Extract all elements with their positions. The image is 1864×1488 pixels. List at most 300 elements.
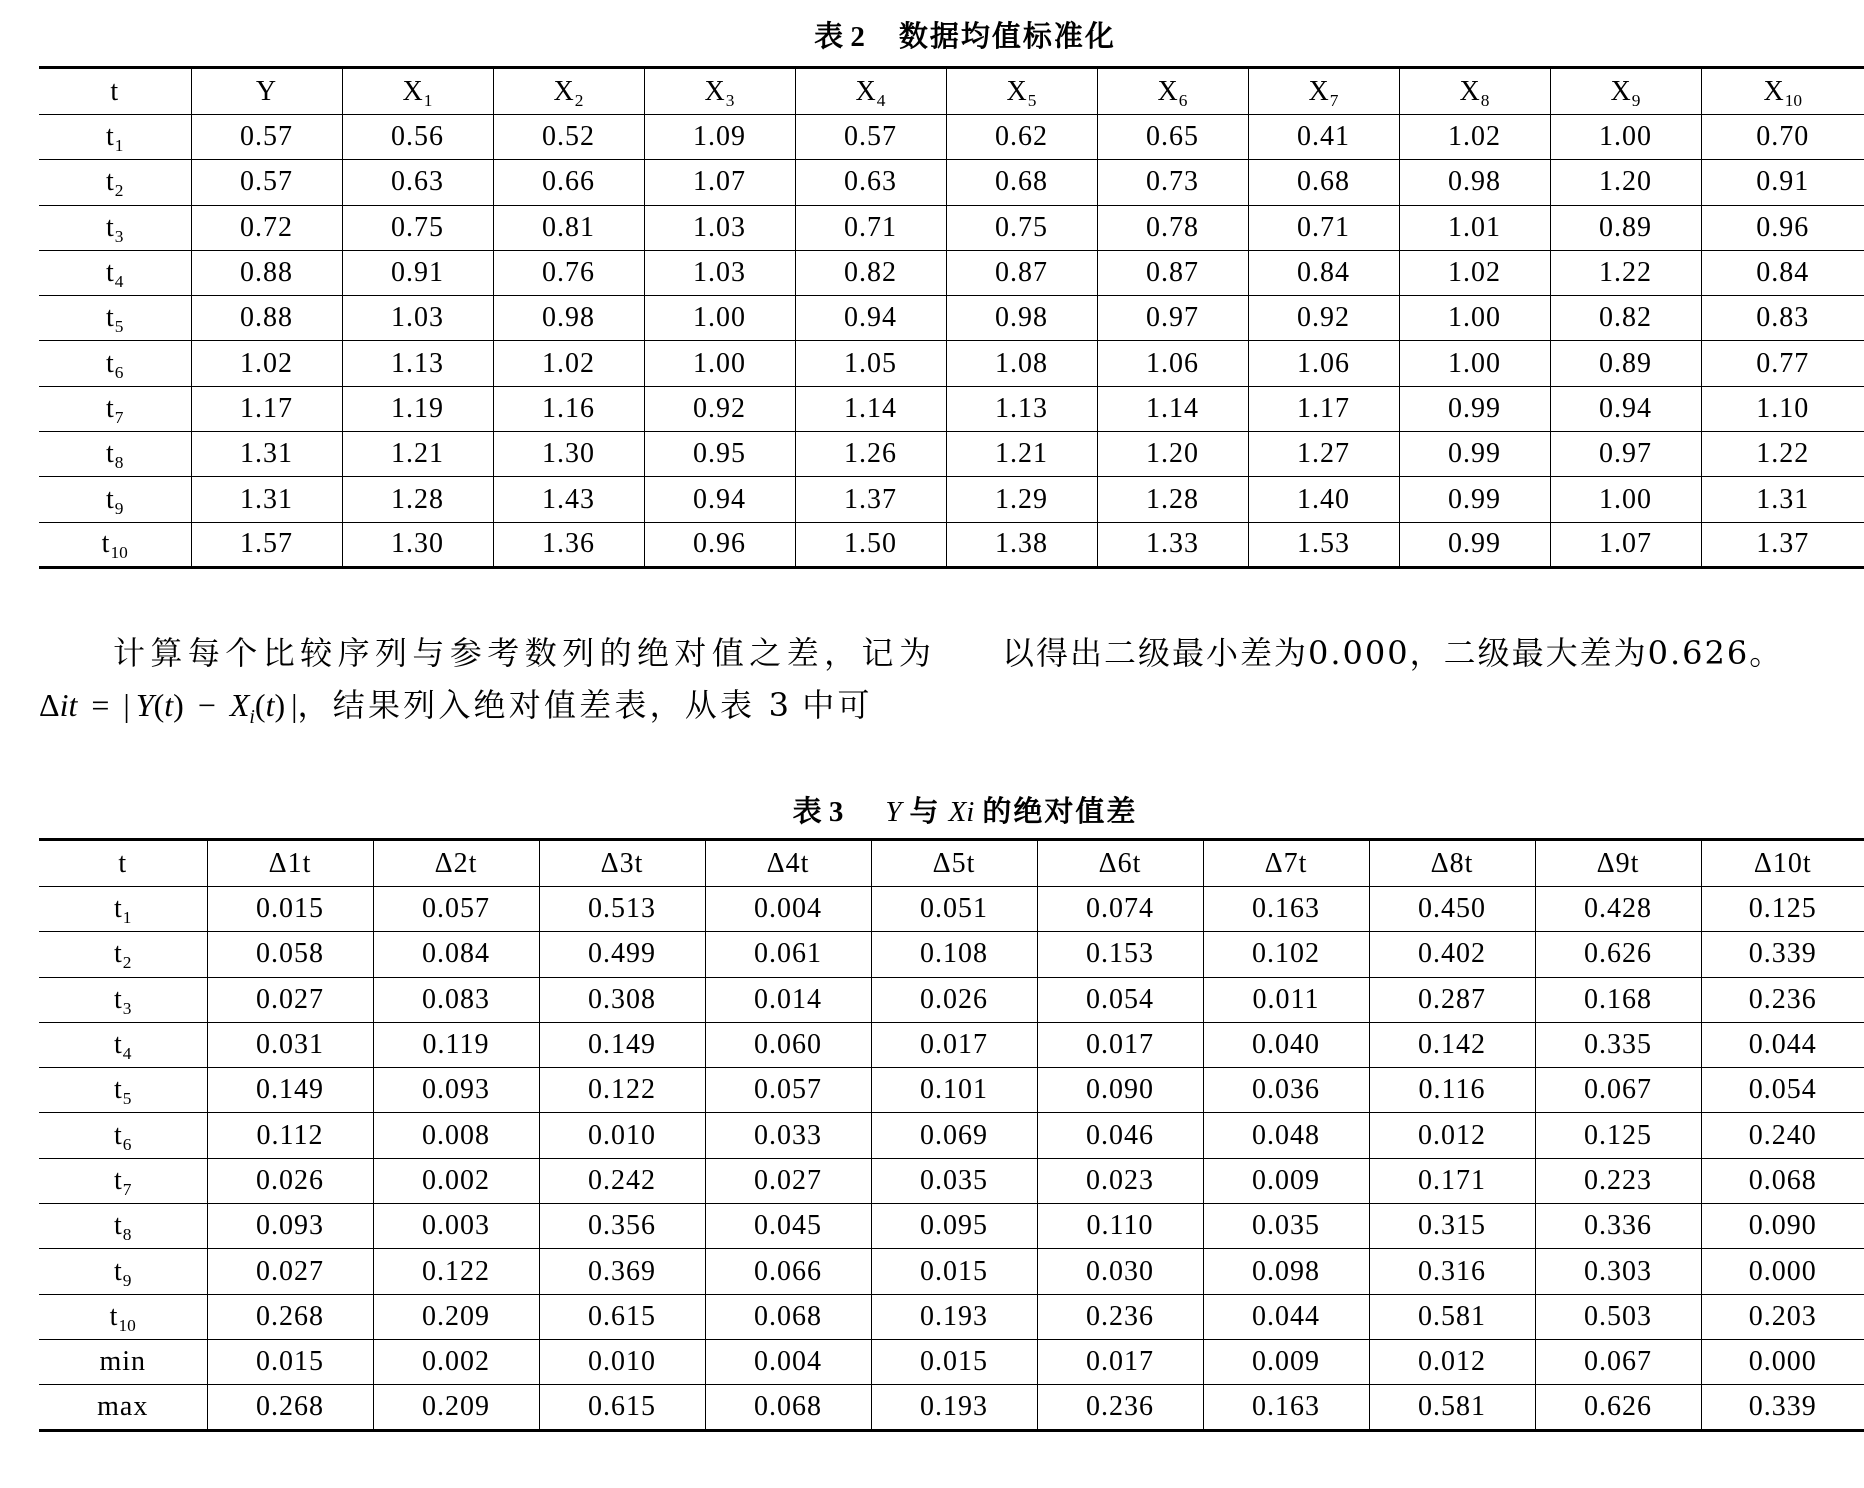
table-cell: 0.068: [705, 1385, 871, 1430]
table-cell: 0.91: [342, 250, 493, 295]
table-cell: 1.00: [1550, 115, 1701, 160]
table-cell: 0.87: [946, 250, 1097, 295]
table-cell: 0.96: [1701, 205, 1864, 250]
table-cell: 0.77: [1701, 341, 1864, 386]
row-label-subscript: 3: [122, 998, 132, 1018]
row-label: [39, 386, 191, 431]
table-cell: 0.66: [493, 160, 644, 205]
table-cell: 0.142: [1369, 1022, 1535, 1067]
row-label-text: t: [106, 392, 115, 424]
table-cell: 1.07: [644, 160, 795, 205]
table-row: [39, 1158, 1864, 1203]
column-header-label: Δ10t: [1753, 847, 1812, 879]
table-cell: 0.122: [539, 1068, 705, 1113]
row-label: [39, 250, 191, 295]
table-cell: 0.87: [1097, 250, 1248, 295]
table-cell: 1.30: [342, 522, 493, 567]
table-3: [39, 838, 1864, 1432]
row-label-subscript: 6: [122, 1134, 132, 1154]
formula-x: X: [229, 687, 250, 723]
table-2-caption-label: 表 2: [814, 21, 865, 53]
table-cell: 0.303: [1535, 1249, 1701, 1294]
table-row: [39, 1294, 1864, 1339]
table-cell: 0.92: [644, 386, 795, 431]
column-header-label: X: [1459, 75, 1481, 107]
table-cell: 0.012: [1369, 1113, 1535, 1158]
column-header-subscript: 9: [1631, 90, 1641, 110]
column-header: [1203, 840, 1369, 887]
table-cell: 1.06: [1097, 341, 1248, 386]
table-cell: 1.50: [795, 522, 946, 567]
table-cell: 0.068: [705, 1294, 871, 1339]
column-header: [1369, 840, 1535, 887]
column-header: [1248, 68, 1399, 115]
paragraph-line-2-text: ，结果列入绝对值差表，从表 3 中可: [297, 686, 870, 724]
table-cell: 0.339: [1701, 932, 1864, 977]
row-label-subscript: 7: [114, 407, 124, 427]
formula-delta: Δ: [39, 687, 60, 723]
table-cell: 0.057: [373, 887, 539, 932]
table-cell: 1.07: [1550, 522, 1701, 567]
table-cell: 1.30: [493, 432, 644, 477]
table-cell: 1.02: [1399, 115, 1550, 160]
table-cell: 0.046: [1037, 1113, 1203, 1158]
row-label-subscript: 5: [122, 1089, 132, 1109]
table-cell: 1.37: [795, 477, 946, 522]
table-2-caption-title: 数据均值标准化: [898, 19, 1116, 53]
table-cell: 1.31: [191, 432, 342, 477]
table-cell: 0.335: [1535, 1022, 1701, 1067]
table-cell: 0.75: [946, 205, 1097, 250]
table-cell: 1.31: [191, 477, 342, 522]
table-cell: 0.036: [1203, 1068, 1369, 1113]
table-cell: 1.03: [342, 296, 493, 341]
table-cell: 1.57: [191, 522, 342, 567]
table-cell: 0.96: [644, 522, 795, 567]
table-cell: 1.00: [644, 341, 795, 386]
column-header-label: X: [1610, 75, 1632, 107]
column-header-label: Δ3t: [600, 847, 644, 879]
column-header: [705, 840, 871, 887]
table-cell: 0.035: [1203, 1204, 1369, 1249]
table-cell: 0.315: [1369, 1204, 1535, 1249]
table-cell: 1.22: [1550, 250, 1701, 295]
table-cell: 0.626: [1535, 1385, 1701, 1430]
table-cell: 0.008: [373, 1113, 539, 1158]
table-row: [39, 1249, 1864, 1294]
table-cell: 1.37: [1701, 522, 1864, 567]
row-label-subscript: 3: [114, 226, 124, 246]
table-cell: 0.223: [1535, 1158, 1701, 1203]
table-cell: 0.71: [1248, 205, 1399, 250]
column-header: [39, 840, 207, 887]
table-cell: 0.268: [207, 1294, 373, 1339]
table-3-caption-xi: Xi: [948, 796, 975, 828]
row-label-text: t: [101, 528, 111, 560]
table-cell: 0.017: [871, 1022, 1037, 1067]
table-cell: 0.626: [1535, 932, 1701, 977]
table-cell: 0.003: [373, 1204, 539, 1249]
table-cell: 1.13: [342, 341, 493, 386]
table-cell: 0.94: [644, 477, 795, 522]
table-3-caption-label: 表 3: [792, 796, 844, 828]
table-cell: 1.36: [493, 522, 644, 567]
table-row: [39, 296, 1864, 341]
column-header: [539, 840, 705, 887]
column-header-subscript: 5: [1027, 90, 1037, 110]
table-cell: 0.068: [1701, 1158, 1864, 1203]
table-cell: 0.428: [1535, 887, 1701, 932]
table-cell: 0.048: [1203, 1113, 1369, 1158]
table-row: [39, 1385, 1864, 1430]
row-label-text: t: [114, 893, 123, 925]
table-cell: 1.10: [1701, 386, 1864, 431]
table-cell: 0.193: [871, 1385, 1037, 1430]
table-cell: 0.083: [373, 977, 539, 1022]
table-cell: 0.242: [539, 1158, 705, 1203]
table-cell: 1.00: [1399, 341, 1550, 386]
column-header-label: Δ6t: [1098, 847, 1142, 879]
row-label-text: t: [114, 1074, 123, 1106]
row-label-subscript: 4: [122, 1044, 132, 1064]
row-label-text: t: [114, 1210, 123, 1242]
table-cell: 0.040: [1203, 1022, 1369, 1067]
table-cell: 0.56: [342, 115, 493, 160]
table-cell: 1.21: [946, 432, 1097, 477]
column-header-label: Δ1t: [268, 847, 312, 879]
row-label: [39, 205, 191, 250]
table-cell: 0.110: [1037, 1204, 1203, 1249]
column-header: [644, 68, 795, 115]
row-label-subscript: 1: [122, 908, 132, 928]
table-cell: 0.125: [1535, 1113, 1701, 1158]
column-header: [493, 68, 644, 115]
table-cell: 1.00: [1399, 296, 1550, 341]
table-row: [39, 205, 1864, 250]
table-cell: 0.92: [1248, 296, 1399, 341]
table-row: [39, 887, 1864, 932]
table-cell: 0.72: [191, 205, 342, 250]
table-cell: 0.308: [539, 977, 705, 1022]
table-row: [39, 160, 1864, 205]
table-cell: 1.13: [946, 386, 1097, 431]
table-cell: 0.94: [795, 296, 946, 341]
row-label-text: t: [114, 938, 123, 970]
column-header-label: X: [704, 75, 726, 107]
column-header: [39, 68, 191, 115]
row-label: [39, 477, 191, 522]
column-header-label: X: [1006, 75, 1028, 107]
row-label-subscript: 10: [118, 1315, 136, 1335]
column-header-label: Δ7t: [1264, 847, 1308, 879]
table-row: [39, 250, 1864, 295]
table-cell: 1.17: [191, 386, 342, 431]
table-cell: 0.044: [1203, 1294, 1369, 1339]
row-label-text: t: [109, 1300, 119, 1332]
table-cell: 1.22: [1701, 432, 1864, 477]
table-cell: 0.615: [539, 1385, 705, 1430]
table-cell: 0.316: [1369, 1249, 1535, 1294]
table-cell: 0.125: [1701, 887, 1864, 932]
formula: [39, 685, 298, 728]
column-header: [1701, 68, 1864, 115]
row-label: [39, 522, 191, 567]
table-cell: 0.015: [871, 1339, 1037, 1384]
column-header: [342, 68, 493, 115]
table-row: [39, 1022, 1864, 1067]
table-cell: 0.002: [373, 1339, 539, 1384]
table-2-body: [39, 68, 1864, 568]
table-2: [39, 66, 1864, 569]
table-cell: 1.03: [644, 250, 795, 295]
formula-t: t: [265, 687, 275, 723]
table-cell: 0.76: [493, 250, 644, 295]
row-label-text: max: [97, 1390, 149, 1422]
row-label-subscript: 7: [122, 1179, 132, 1199]
column-header-subscript: 6: [1178, 90, 1188, 110]
column-header: [871, 840, 1037, 887]
table-cell: 0.017: [1037, 1339, 1203, 1384]
table-3-caption-y: Y: [885, 796, 902, 828]
table-cell: 0.615: [539, 1294, 705, 1339]
table-cell: 1.06: [1248, 341, 1399, 386]
row-label: [39, 1068, 207, 1113]
table-cell: 0.268: [207, 1385, 373, 1430]
table-cell: 0.033: [705, 1113, 871, 1158]
table-cell: 0.084: [373, 932, 539, 977]
table-cell: 0.203: [1701, 1294, 1864, 1339]
row-label: [39, 1158, 207, 1203]
table-cell: 0.093: [207, 1204, 373, 1249]
table-cell: 0.99: [1399, 386, 1550, 431]
table-cell: 0.513: [539, 887, 705, 932]
table-cell: 0.98: [493, 296, 644, 341]
table-cell: 0.009: [1203, 1339, 1369, 1384]
column-header: [946, 68, 1097, 115]
row-label-text: t: [106, 121, 115, 153]
table-cell: 0.98: [946, 296, 1097, 341]
table-cell: 0.122: [373, 1249, 539, 1294]
table-cell: 0.000: [1701, 1339, 1864, 1384]
row-label: [39, 341, 191, 386]
row-label-text: t: [106, 483, 115, 515]
table-cell: 0.023: [1037, 1158, 1203, 1203]
table-cell: 0.027: [705, 1158, 871, 1203]
table-cell: 0.074: [1037, 887, 1203, 932]
table-cell: 0.098: [1203, 1249, 1369, 1294]
table-cell: 0.88: [191, 250, 342, 295]
formula-it: it: [59, 687, 78, 723]
table-cell: 0.81: [493, 205, 644, 250]
formula-bar-left: |: [123, 687, 130, 723]
table-cell: 1.33: [1097, 522, 1248, 567]
row-label-subscript: 9: [122, 1270, 132, 1290]
table-cell: 0.236: [1037, 1385, 1203, 1430]
table-cell: 0.000: [1701, 1249, 1864, 1294]
table-cell: 0.82: [1550, 296, 1701, 341]
table-cell: 0.503: [1535, 1294, 1701, 1339]
table-cell: 0.89: [1550, 205, 1701, 250]
table-cell: 0.75: [342, 205, 493, 250]
column-header: [207, 840, 373, 887]
table-cell: 0.71: [795, 205, 946, 250]
column-header-label: Δ2t: [434, 847, 478, 879]
table-cell: 0.112: [207, 1113, 373, 1158]
column-header: [1037, 840, 1203, 887]
row-label: [39, 1339, 207, 1384]
table-cell: 0.067: [1535, 1068, 1701, 1113]
table-cell: 1.20: [1097, 432, 1248, 477]
table-cell: 0.97: [1550, 432, 1701, 477]
table-cell: 0.95: [644, 432, 795, 477]
table-cell: 1.02: [1399, 250, 1550, 295]
paragraph-line-1-text: 计算每个比较序列与参考数列的绝对值之差，记为: [113, 634, 931, 672]
table-cell: 0.009: [1203, 1158, 1369, 1203]
row-label: [39, 1385, 207, 1430]
table-cell: 0.78: [1097, 205, 1248, 250]
column-header-subscript: 3: [725, 90, 735, 110]
paragraph-right-text: 以得出二级最小差为0.000，二级最大差为0.626。: [1002, 634, 1784, 672]
table-cell: 0.52: [493, 115, 644, 160]
table-cell: 1.29: [946, 477, 1097, 522]
column-header-label: X: [402, 75, 424, 107]
table-row: [39, 1204, 1864, 1249]
table-cell: 0.051: [871, 887, 1037, 932]
table-cell: 0.68: [946, 160, 1097, 205]
table-cell: 0.84: [1248, 250, 1399, 295]
table-cell: 0.171: [1369, 1158, 1535, 1203]
table-cell: 1.28: [342, 477, 493, 522]
table-cell: 1.02: [493, 341, 644, 386]
table-cell: 0.030: [1037, 1249, 1203, 1294]
row-label: [39, 932, 207, 977]
column-header-label: Y: [255, 75, 278, 107]
table-cell: 1.21: [342, 432, 493, 477]
row-label-text: t: [106, 302, 115, 334]
row-label-text: t: [114, 1164, 123, 1196]
formula-minus: −: [197, 687, 216, 723]
row-label-text: min: [99, 1346, 147, 1378]
table-cell: 1.00: [1550, 477, 1701, 522]
table-cell: 1.17: [1248, 386, 1399, 431]
table-2-caption: [814, 20, 1116, 53]
table-cell: 0.240: [1701, 1113, 1864, 1158]
formula-equals: =: [91, 687, 110, 723]
column-header-subscript: 8: [1480, 90, 1490, 110]
table-cell: 0.054: [1037, 977, 1203, 1022]
row-label: [39, 1204, 207, 1249]
row-label: [39, 296, 191, 341]
table-cell: 0.89: [1550, 341, 1701, 386]
table-cell: 0.99: [1399, 432, 1550, 477]
table-cell: 0.153: [1037, 932, 1203, 977]
formula-paren-left: (: [153, 687, 165, 723]
table-cell: 0.026: [871, 977, 1037, 1022]
table-cell: 0.010: [539, 1339, 705, 1384]
row-label: [39, 115, 191, 160]
table-cell: 0.99: [1399, 477, 1550, 522]
table-cell: 1.05: [795, 341, 946, 386]
table-cell: 0.97: [1097, 296, 1248, 341]
column-header-label: X: [1157, 75, 1179, 107]
table-cell: 0.163: [1203, 1385, 1369, 1430]
table-row: [39, 386, 1864, 431]
row-label-subscript: 9: [114, 498, 124, 518]
column-header-subscript: 1: [423, 90, 433, 110]
formula-paren-right: ): [173, 687, 184, 723]
column-header: [1399, 68, 1550, 115]
table-cell: 0.044: [1701, 1022, 1864, 1067]
column-header-label: Δ5t: [932, 847, 976, 879]
row-label-text: t: [106, 438, 115, 470]
table-cell: 0.035: [871, 1158, 1037, 1203]
paragraph-right-line: [1002, 633, 1783, 673]
table-cell: 0.069: [871, 1113, 1037, 1158]
table-cell: 1.03: [644, 205, 795, 250]
table-cell: 1.43: [493, 477, 644, 522]
table-cell: 0.65: [1097, 115, 1248, 160]
table-3-caption: [793, 795, 1138, 828]
table-cell: 1.31: [1701, 477, 1864, 522]
paragraph-line-1: [113, 633, 931, 673]
column-header-label: t: [118, 847, 128, 879]
header-row: [39, 840, 1864, 887]
table-cell: 0.119: [373, 1022, 539, 1067]
table-cell: 1.01: [1399, 205, 1550, 250]
table-cell: 0.010: [539, 1113, 705, 1158]
row-label: [39, 1113, 207, 1158]
table-cell: 0.058: [207, 932, 373, 977]
table-row: [39, 932, 1864, 977]
row-label: [39, 887, 207, 932]
table-cell: 0.94: [1550, 386, 1701, 431]
column-header-subscript: 7: [1329, 90, 1339, 110]
table-cell: 0.57: [191, 160, 342, 205]
table-cell: 0.91: [1701, 160, 1864, 205]
table-row: [39, 522, 1864, 567]
table-cell: 0.356: [539, 1204, 705, 1249]
table-3-caption-mid: 与: [909, 794, 941, 828]
table-cell: 1.16: [493, 386, 644, 431]
row-label-subscript: 1: [114, 136, 124, 156]
table-row: [39, 477, 1864, 522]
table-cell: 0.090: [1037, 1068, 1203, 1113]
table-cell: 1.53: [1248, 522, 1399, 567]
table-cell: 0.68: [1248, 160, 1399, 205]
table-cell: 1.09: [644, 115, 795, 160]
formula-y: Y: [135, 687, 154, 723]
table-cell: 0.63: [342, 160, 493, 205]
table-cell: 0.017: [1037, 1022, 1203, 1067]
row-label: [39, 1249, 207, 1294]
table-cell: 0.101: [871, 1068, 1037, 1113]
table-cell: 0.012: [1369, 1339, 1535, 1384]
table-cell: 0.102: [1203, 932, 1369, 977]
header-row: [39, 68, 1864, 115]
table-cell: 0.209: [373, 1385, 539, 1430]
row-label-subscript: 2: [122, 953, 132, 973]
table-cell: 0.061: [705, 932, 871, 977]
table-cell: 0.066: [705, 1249, 871, 1294]
column-header-subscript: 2: [574, 90, 584, 110]
table-cell: 0.450: [1369, 887, 1535, 932]
column-header: [373, 840, 539, 887]
table-cell: 0.84: [1701, 250, 1864, 295]
table-cell: 0.83: [1701, 296, 1864, 341]
table-cell: 0.163: [1203, 887, 1369, 932]
column-header-label: X: [1308, 75, 1330, 107]
formula-t: t: [164, 687, 174, 723]
